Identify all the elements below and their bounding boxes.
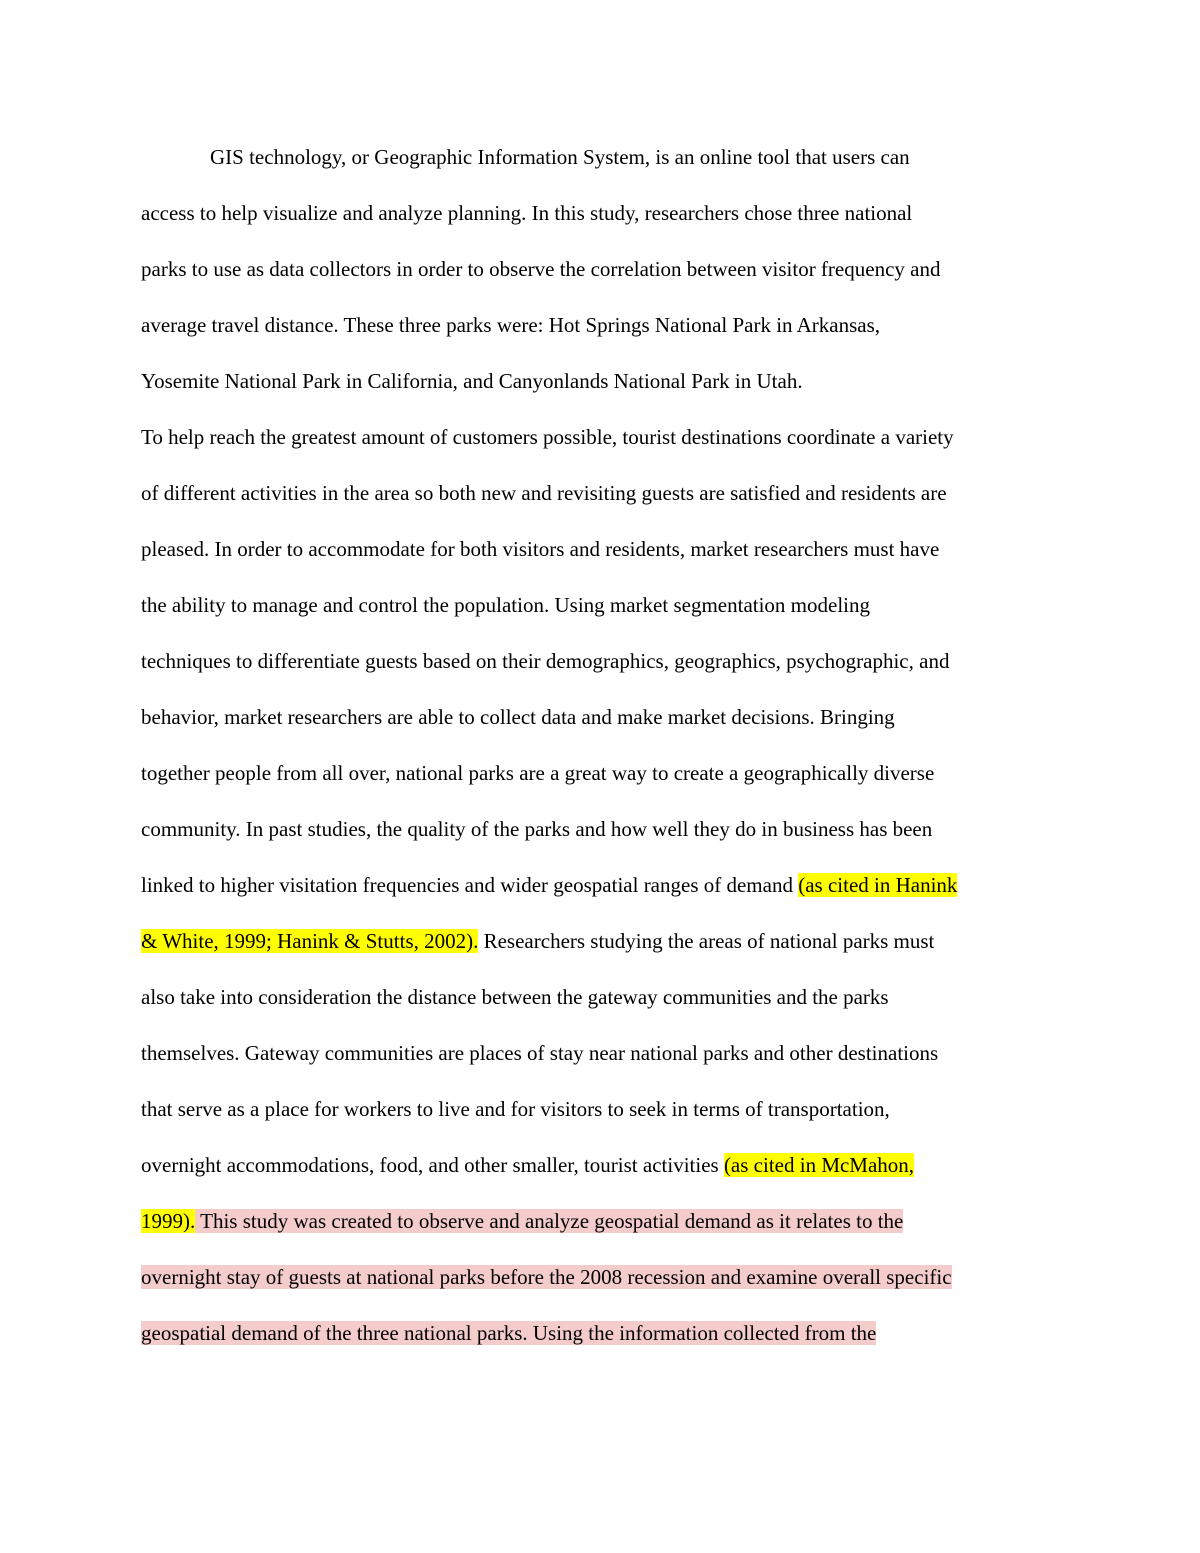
text-run: GIS technology, or Geographic Information System, is an online tool that users can bbox=[210, 145, 910, 169]
text-line bbox=[141, 1305, 1071, 1361]
text-run: Yosemite National Park in California, and Canyonlands National Park in Utah. bbox=[141, 369, 803, 393]
text-line bbox=[141, 465, 1071, 521]
text-line bbox=[141, 353, 1071, 409]
text-line bbox=[141, 185, 1071, 241]
text-run: together people from all over, national parks are a great way to create a geographically diverse bbox=[141, 761, 935, 785]
pink-highlight: geospatial demand of the three national parks. Using the information collected from the bbox=[141, 1321, 877, 1345]
text-line bbox=[141, 633, 1071, 689]
citation-highlight: & White, 1999; Hanink & Stutts, 2002). bbox=[141, 929, 479, 953]
text-run: To help reach the greatest amount of customers possible, tourist destinations coordinate a variety bbox=[141, 425, 954, 449]
text-line bbox=[141, 1137, 1071, 1193]
text-line bbox=[141, 801, 1071, 857]
text-line bbox=[141, 129, 1071, 185]
text-line bbox=[141, 1025, 1071, 1081]
text-line bbox=[141, 745, 1071, 801]
text-run: community. In past studies, the quality of the parks and how well they do in business has been bbox=[141, 817, 933, 841]
text-run: parks to use as data collectors in order to observe the correlation between visitor frequency and bbox=[141, 257, 941, 281]
text-line bbox=[141, 1249, 1071, 1305]
text-line bbox=[141, 689, 1071, 745]
text-line bbox=[141, 521, 1071, 577]
text-run: average travel distance. These three parks were: Hot Springs National Park in Arkansas, bbox=[141, 313, 881, 337]
text-run: overnight accommodations, food, and other smaller, tourist activities bbox=[141, 1153, 724, 1177]
text-run: that serve as a place for workers to live and for visitors to seek in terms of transportation, bbox=[141, 1097, 890, 1121]
text-run: also take into consideration the distance between the gateway communities and the parks bbox=[141, 985, 889, 1009]
text-line bbox=[141, 1081, 1071, 1137]
text-run: behavior, market researchers are able to collect data and make market decisions. Bringing bbox=[141, 705, 895, 729]
text-line bbox=[141, 409, 1071, 465]
text-line bbox=[141, 969, 1071, 1025]
text-run: access to help visualize and analyze planning. In this study, researchers chose three national bbox=[141, 201, 913, 225]
citation-highlight: 1999). bbox=[141, 1209, 196, 1233]
text-run: Researchers studying the areas of national parks must bbox=[478, 929, 935, 953]
text-run: pleased. In order to accommodate for both visitors and residents, market researchers must have bbox=[141, 537, 940, 561]
text-line bbox=[141, 577, 1071, 633]
pink-highlight: overnight stay of guests at national parks before the 2008 recession and examine overall specific bbox=[141, 1265, 952, 1289]
text-line bbox=[141, 857, 1071, 913]
text-line bbox=[141, 297, 1071, 353]
text-run: themselves. Gateway communities are places of stay near national parks and other destinations bbox=[141, 1041, 939, 1065]
text-line bbox=[141, 241, 1071, 297]
text-run: of different activities in the area so both new and revisiting guests are satisfied and residents are bbox=[141, 481, 947, 505]
text-line bbox=[141, 1193, 1071, 1249]
text-run: the ability to manage and control the population. Using market segmentation modeling bbox=[141, 593, 871, 617]
text-run: techniques to differentiate guests based on their demographics, geographics, psychographic, and bbox=[141, 649, 950, 673]
citation-highlight: (as cited in McMahon, bbox=[723, 1153, 915, 1177]
text-run: linked to higher visitation frequencies and wider geospatial ranges of demand bbox=[141, 873, 799, 897]
text-line bbox=[141, 913, 1071, 969]
pink-highlight: This study was created to observe and analyze geospatial demand as it relates to the bbox=[195, 1209, 904, 1233]
body-text bbox=[141, 129, 1071, 1361]
citation-highlight: (as cited in Hanink bbox=[798, 873, 958, 897]
